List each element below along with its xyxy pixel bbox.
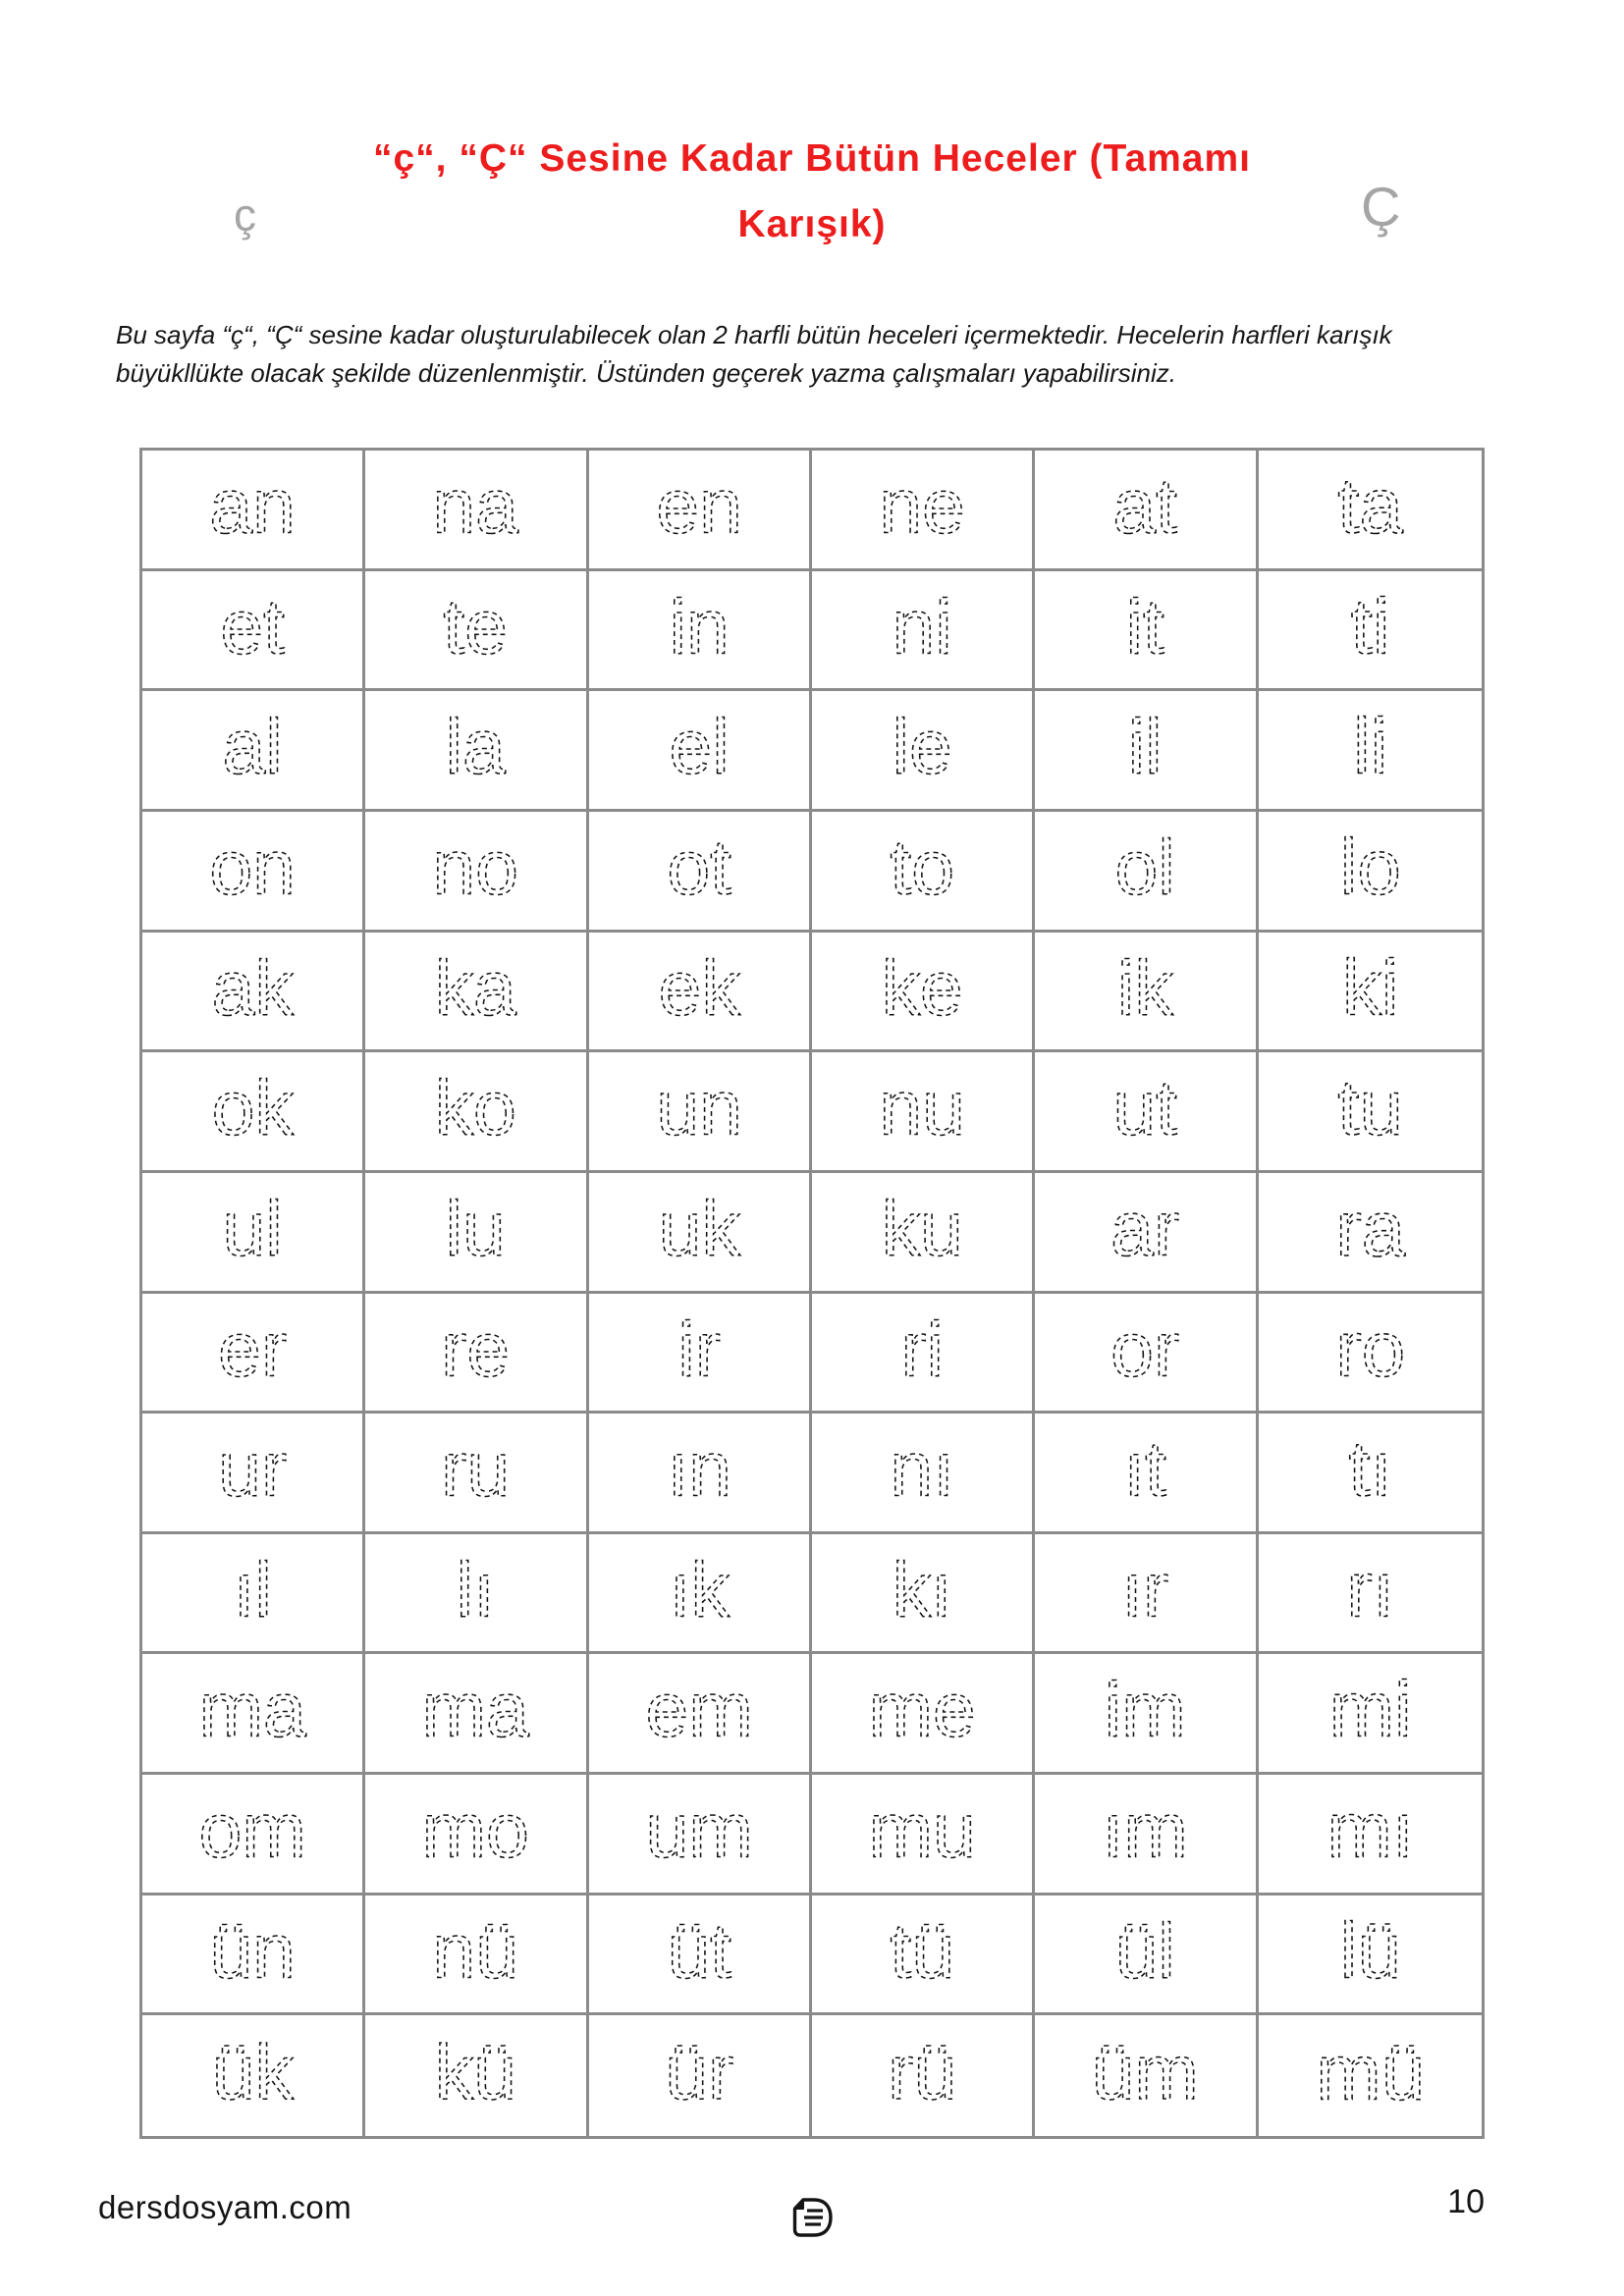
table-cell [589,2015,812,2136]
syllable-text: lı [456,1546,496,1633]
syllable-text: ur [218,1425,288,1513]
table-cell [365,1294,588,1415]
table-cell [142,1173,365,1294]
syllable-text: al [222,703,283,790]
table-cell [142,1052,365,1173]
syllable-text: in [669,583,730,670]
table-cell [1259,571,1482,692]
table-cell [812,933,1035,1053]
table-cell [142,1414,365,1534]
syllable-text: na [432,462,519,550]
table-cell [1035,1173,1258,1294]
table-cell [589,571,812,692]
syllable-text: mu [868,1787,976,1874]
table-cell [812,691,1035,812]
syllable-text: la [445,703,507,790]
table-cell [142,933,365,1053]
table-cell [812,1896,1035,2016]
table-cell [589,1775,812,1896]
syllable-text: ek [658,943,740,1031]
table-cell [1035,571,1258,692]
table-cell [589,1173,812,1294]
table-cell [365,933,588,1053]
syllable-text: me [868,1666,976,1753]
table-cell [142,812,365,933]
table-cell [812,571,1035,692]
table-cell [1035,1294,1258,1415]
syllable-text: üt [667,1907,731,1995]
table-cell [812,1052,1035,1173]
table-cell [589,1896,812,2016]
syllable-text: tu [1337,1063,1403,1151]
page-title [0,126,1624,257]
table-cell [1035,451,1258,571]
table-cell [1035,1414,1258,1534]
syllable-text: tü [890,1907,954,1995]
syllable-text: mo [421,1787,530,1874]
syllable-text: ot [667,824,731,911]
syllable-text: ne [879,462,965,550]
table-cell [1259,1534,1482,1655]
syllable-text: ol [1114,824,1176,911]
syllable-text: lu [445,1185,507,1272]
table-cell [1259,1775,1482,1896]
table-cell [142,451,365,571]
syllable-text: mi [1328,1666,1412,1754]
table-cell [1259,451,1482,571]
table-cell [365,1534,588,1655]
table-cell [589,1654,812,1775]
table-cell [812,1414,1035,1534]
syllable-text: ke [881,943,963,1031]
page-title-line-2: Karışık) [737,203,887,245]
syllable-text: er [218,1305,288,1392]
syllable-text: um [645,1787,753,1874]
table-cell [1259,933,1482,1053]
table-cell [1035,1654,1258,1775]
table-cell [142,1654,365,1775]
table-cell [365,1654,588,1775]
syllable-text: ni [892,583,952,670]
syllable-text: le [892,703,952,790]
table-cell [365,812,588,933]
syllable-text: ka [434,943,517,1031]
table-cell [1035,1534,1258,1655]
syllable-text: on [209,824,296,911]
syllable-text: ma [198,1666,306,1753]
syllable-text: tı [1348,1424,1392,1513]
syllable-text: ik [1117,943,1173,1031]
table-cell [589,691,812,812]
table-cell [365,1052,588,1173]
syllable-text: om [198,1787,306,1874]
table-cell [812,1534,1035,1655]
syllable-text: kü [434,2029,517,2116]
table-cell [589,1052,812,1173]
syllable-text: an [209,462,296,550]
watermark-letter-c-upper: Ç [1361,176,1401,238]
syllable-text: ki [1341,943,1399,1032]
watermark-letter-c-lower: ç [234,189,256,240]
table-cell [365,1173,588,1294]
table-cell [1035,1896,1258,2016]
syllable-text: ti [1350,582,1390,670]
syllable-text: ru [441,1425,511,1513]
syllable-text: no [432,824,519,911]
syllable-text: il [1128,703,1163,790]
table-cell [812,1173,1035,1294]
syllable-text: ro [1334,1305,1405,1393]
syllable-text: ık [669,1546,730,1633]
table-cell [1259,1294,1482,1415]
syllable-text: et [220,583,285,670]
syllable-text: mü [1315,2028,1425,2116]
syllable-text: or [1110,1305,1180,1392]
page-number: 10 [1447,2183,1485,2220]
table-cell [1035,812,1258,933]
table-cell [589,1414,812,1534]
syllable-text: it [1125,583,1165,670]
table-cell [365,451,588,571]
table-cell [812,1654,1035,1775]
table-cell [142,1534,365,1655]
table-cell [365,571,588,692]
syllable-text: ak [211,943,294,1031]
syllable-text: lü [1339,1906,1401,1995]
syllable-text: em [645,1666,753,1753]
syllable-text: nü [432,1907,519,1995]
table-cell [365,2015,588,2136]
table-cell [142,1896,365,2016]
syllable-text: to [890,824,954,911]
syllable-text: im [1104,1666,1187,1753]
syllable-text: ür [664,2029,733,2116]
syllable-text: el [669,703,730,790]
table-cell [1259,1414,1482,1534]
syllable-text: ır [1121,1546,1169,1633]
syllable-text: kı [892,1546,952,1633]
syllable-text: ün [209,1907,296,1995]
syllable-text: ma [421,1666,530,1753]
table-cell [812,1294,1035,1415]
table-cell [812,812,1035,933]
table-cell [1259,1896,1482,2016]
instructions [116,316,1510,393]
table-cell [812,2015,1035,2136]
table-cell [365,691,588,812]
syllable-text: ra [1334,1184,1405,1272]
table-cell [1259,1173,1482,1294]
table-cell [1035,2015,1258,2136]
table-cell [589,933,812,1053]
table-cell [589,451,812,571]
syllable-text: ok [211,1064,294,1151]
table-cell [1259,1654,1482,1775]
syllable-text: ın [667,1425,731,1513]
syllable-text: lo [1339,823,1401,911]
syllable-text: at [1112,462,1178,550]
table-cell [589,1294,812,1415]
syllable-text: nu [879,1064,965,1151]
syllable-text: üm [1091,2029,1200,2116]
table-cell [142,571,365,692]
site-name: dersdosyam.com [98,2189,352,2225]
table-cell [1259,812,1482,933]
syllable-text: re [441,1305,511,1392]
table-cell [1259,691,1482,812]
table-cell [142,1775,365,1896]
syllable-text: ko [434,1064,517,1151]
syllable-text: li [1352,703,1388,791]
syllable-text: nı [890,1425,954,1513]
table-cell [1259,2015,1482,2136]
table-cell [142,2015,365,2136]
syllable-text: ül [1114,1907,1176,1995]
page-title-line-1: “ç“, “Ç“ Sesine Kadar Bütün Heceler (Tamamı [372,137,1252,180]
table-cell [1259,1052,1482,1173]
instructions-line-1: Bu sayfa “ç“, “Ç“ sesine kadar oluşturulabilecek olan 2 harfli bütün heceleri içermektedir. Hecelerin harfleri karışık [116,320,1392,349]
table-cell [589,1534,812,1655]
table-cell [812,1775,1035,1896]
syllable-text: ta [1337,461,1403,550]
syllable-text: ut [1112,1064,1178,1151]
table-cell [812,451,1035,571]
syllable-text: rü [888,2029,957,2116]
table-cell [1035,933,1258,1053]
table-cell [1035,1775,1258,1896]
syllable-text: ıl [233,1546,272,1633]
syllable-text: uk [658,1185,740,1272]
table-cell [1035,1052,1258,1173]
syllable-text: ir [677,1305,721,1392]
syllable-text: un [656,1064,742,1151]
syllable-text: ım [1102,1787,1189,1874]
syllable-text: ıt [1123,1425,1167,1513]
syllable-text: ri [900,1305,945,1392]
syllable-text: rı [1345,1545,1394,1633]
table-cell [142,691,365,812]
syllable-text: ar [1110,1185,1180,1272]
table-cell [589,812,812,933]
syllable-table [139,448,1485,2139]
table-cell [365,1775,588,1896]
syllable-text: ul [222,1185,283,1272]
instructions-line-2: büyükllükte olacak şekilde düzenlenmiştir. Üstünden geçerek yazma çalışmaları yapabilirsiniz. [116,358,1176,388]
syllable-text: ük [211,2029,294,2116]
table-cell [1035,691,1258,812]
table-cell [365,1896,588,2016]
syllable-text: en [656,462,742,550]
table-cell [142,1294,365,1415]
syllable-text: te [443,583,509,670]
table-cell [365,1414,588,1534]
syllable-text: ku [881,1185,963,1272]
document-icon [788,2197,834,2238]
syllable-text: mı [1326,1786,1414,1874]
